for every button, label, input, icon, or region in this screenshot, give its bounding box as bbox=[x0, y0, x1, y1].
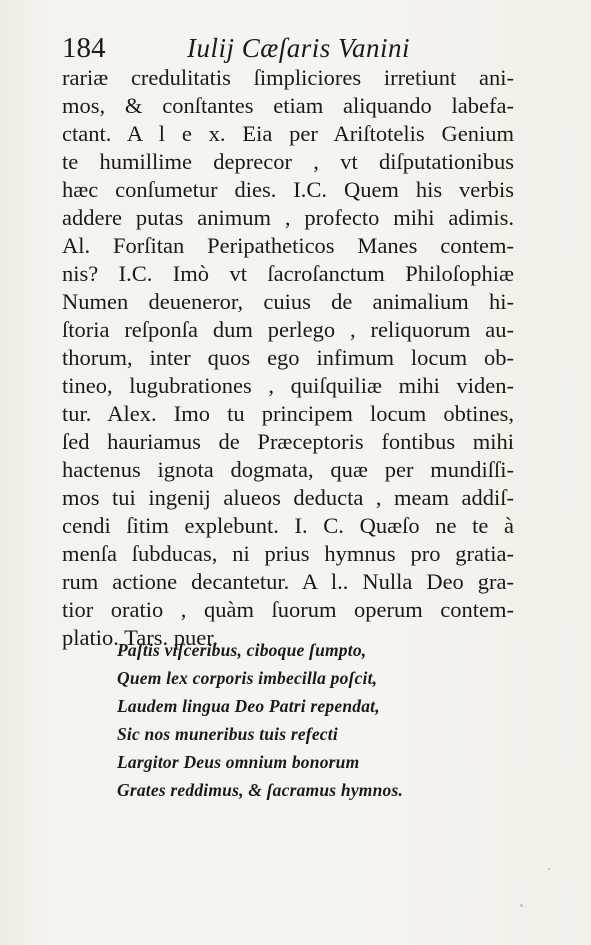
text-line: rariæ credulitatis ſimpliciores irretiunt ani- bbox=[62, 65, 514, 90]
text-line: ſed hauriamus de Præceptoris fontibus mihi bbox=[62, 429, 514, 454]
hymn-line: Paſtis viſceribus, ciboque ſumpto, bbox=[117, 640, 367, 660]
body-text bbox=[62, 64, 514, 652]
text-line: mos tui ingenij alueos deducta , meam addiſ- bbox=[62, 485, 514, 510]
page-header bbox=[62, 30, 462, 66]
running-head: Iulij Cæſaris Vanini bbox=[187, 33, 411, 63]
hymn-line: Sic nos muneribus tuis refecti bbox=[117, 724, 338, 744]
text-line: te humillime deprecor , vt diſputationibus bbox=[62, 149, 514, 174]
text-line: tineo, lugubrationes , quiſquiliæ mihi viden- bbox=[62, 373, 514, 398]
hymn-verse bbox=[117, 636, 477, 804]
text-line: hactenus ignota dogmata, quæ per mundiſſi- bbox=[62, 457, 514, 482]
text-line: thorum, inter quos ego infimum locum ob- bbox=[62, 345, 514, 370]
text-line: hæc conſumetur dies. I.C. Quem his verbis bbox=[62, 177, 514, 202]
text-line: platio. Tars. puer. bbox=[62, 625, 219, 650]
hymn-line: Largitor Deus omnium bonorum bbox=[117, 752, 360, 772]
text-line: addere putas animum , profecto mihi adimis. bbox=[62, 205, 514, 230]
paper-speck bbox=[520, 904, 523, 907]
text-line: ctant. A l e x. Eia per Ariſtotelis Genium bbox=[62, 121, 514, 146]
text-line: nis? I.C. Imò vt ſacroſanctum Philoſophiæ bbox=[62, 261, 514, 286]
text-line: mos, & conſtantes etiam aliquando labefa- bbox=[62, 93, 514, 118]
text-line: ſtoria reſponſa dum perlego , reliquorum au- bbox=[62, 317, 514, 342]
text-line: Al. Forſitan Peripatheticos Manes contem- bbox=[62, 233, 514, 258]
text-line: tior oratio , quàm ſuorum operum contem- bbox=[62, 597, 514, 622]
page-number: 184 bbox=[62, 32, 106, 64]
text-line: rum actione decantetur. A l.. Nulla Deo gra- bbox=[62, 569, 514, 594]
text-line: cendi ſitim explebunt. I. C. Quæſo ne te à bbox=[62, 513, 514, 538]
text-line: Numen deueneror, cuius de animalium hi- bbox=[62, 289, 514, 314]
hymn-line: Quem lex corporis imbecilla poſcit, bbox=[117, 668, 378, 688]
paper-speck bbox=[548, 868, 550, 870]
text-line: menſa ſubducas, ni prius hymnus pro gratia- bbox=[62, 541, 514, 566]
text-line: tur. Alex. Imo tu principem locum obtines, bbox=[62, 401, 514, 426]
hymn-line: Laudem lingua Deo Patri rependat, bbox=[117, 696, 380, 716]
hymn-line: Grates reddimus, & ſacramus hymnos. bbox=[117, 780, 404, 800]
